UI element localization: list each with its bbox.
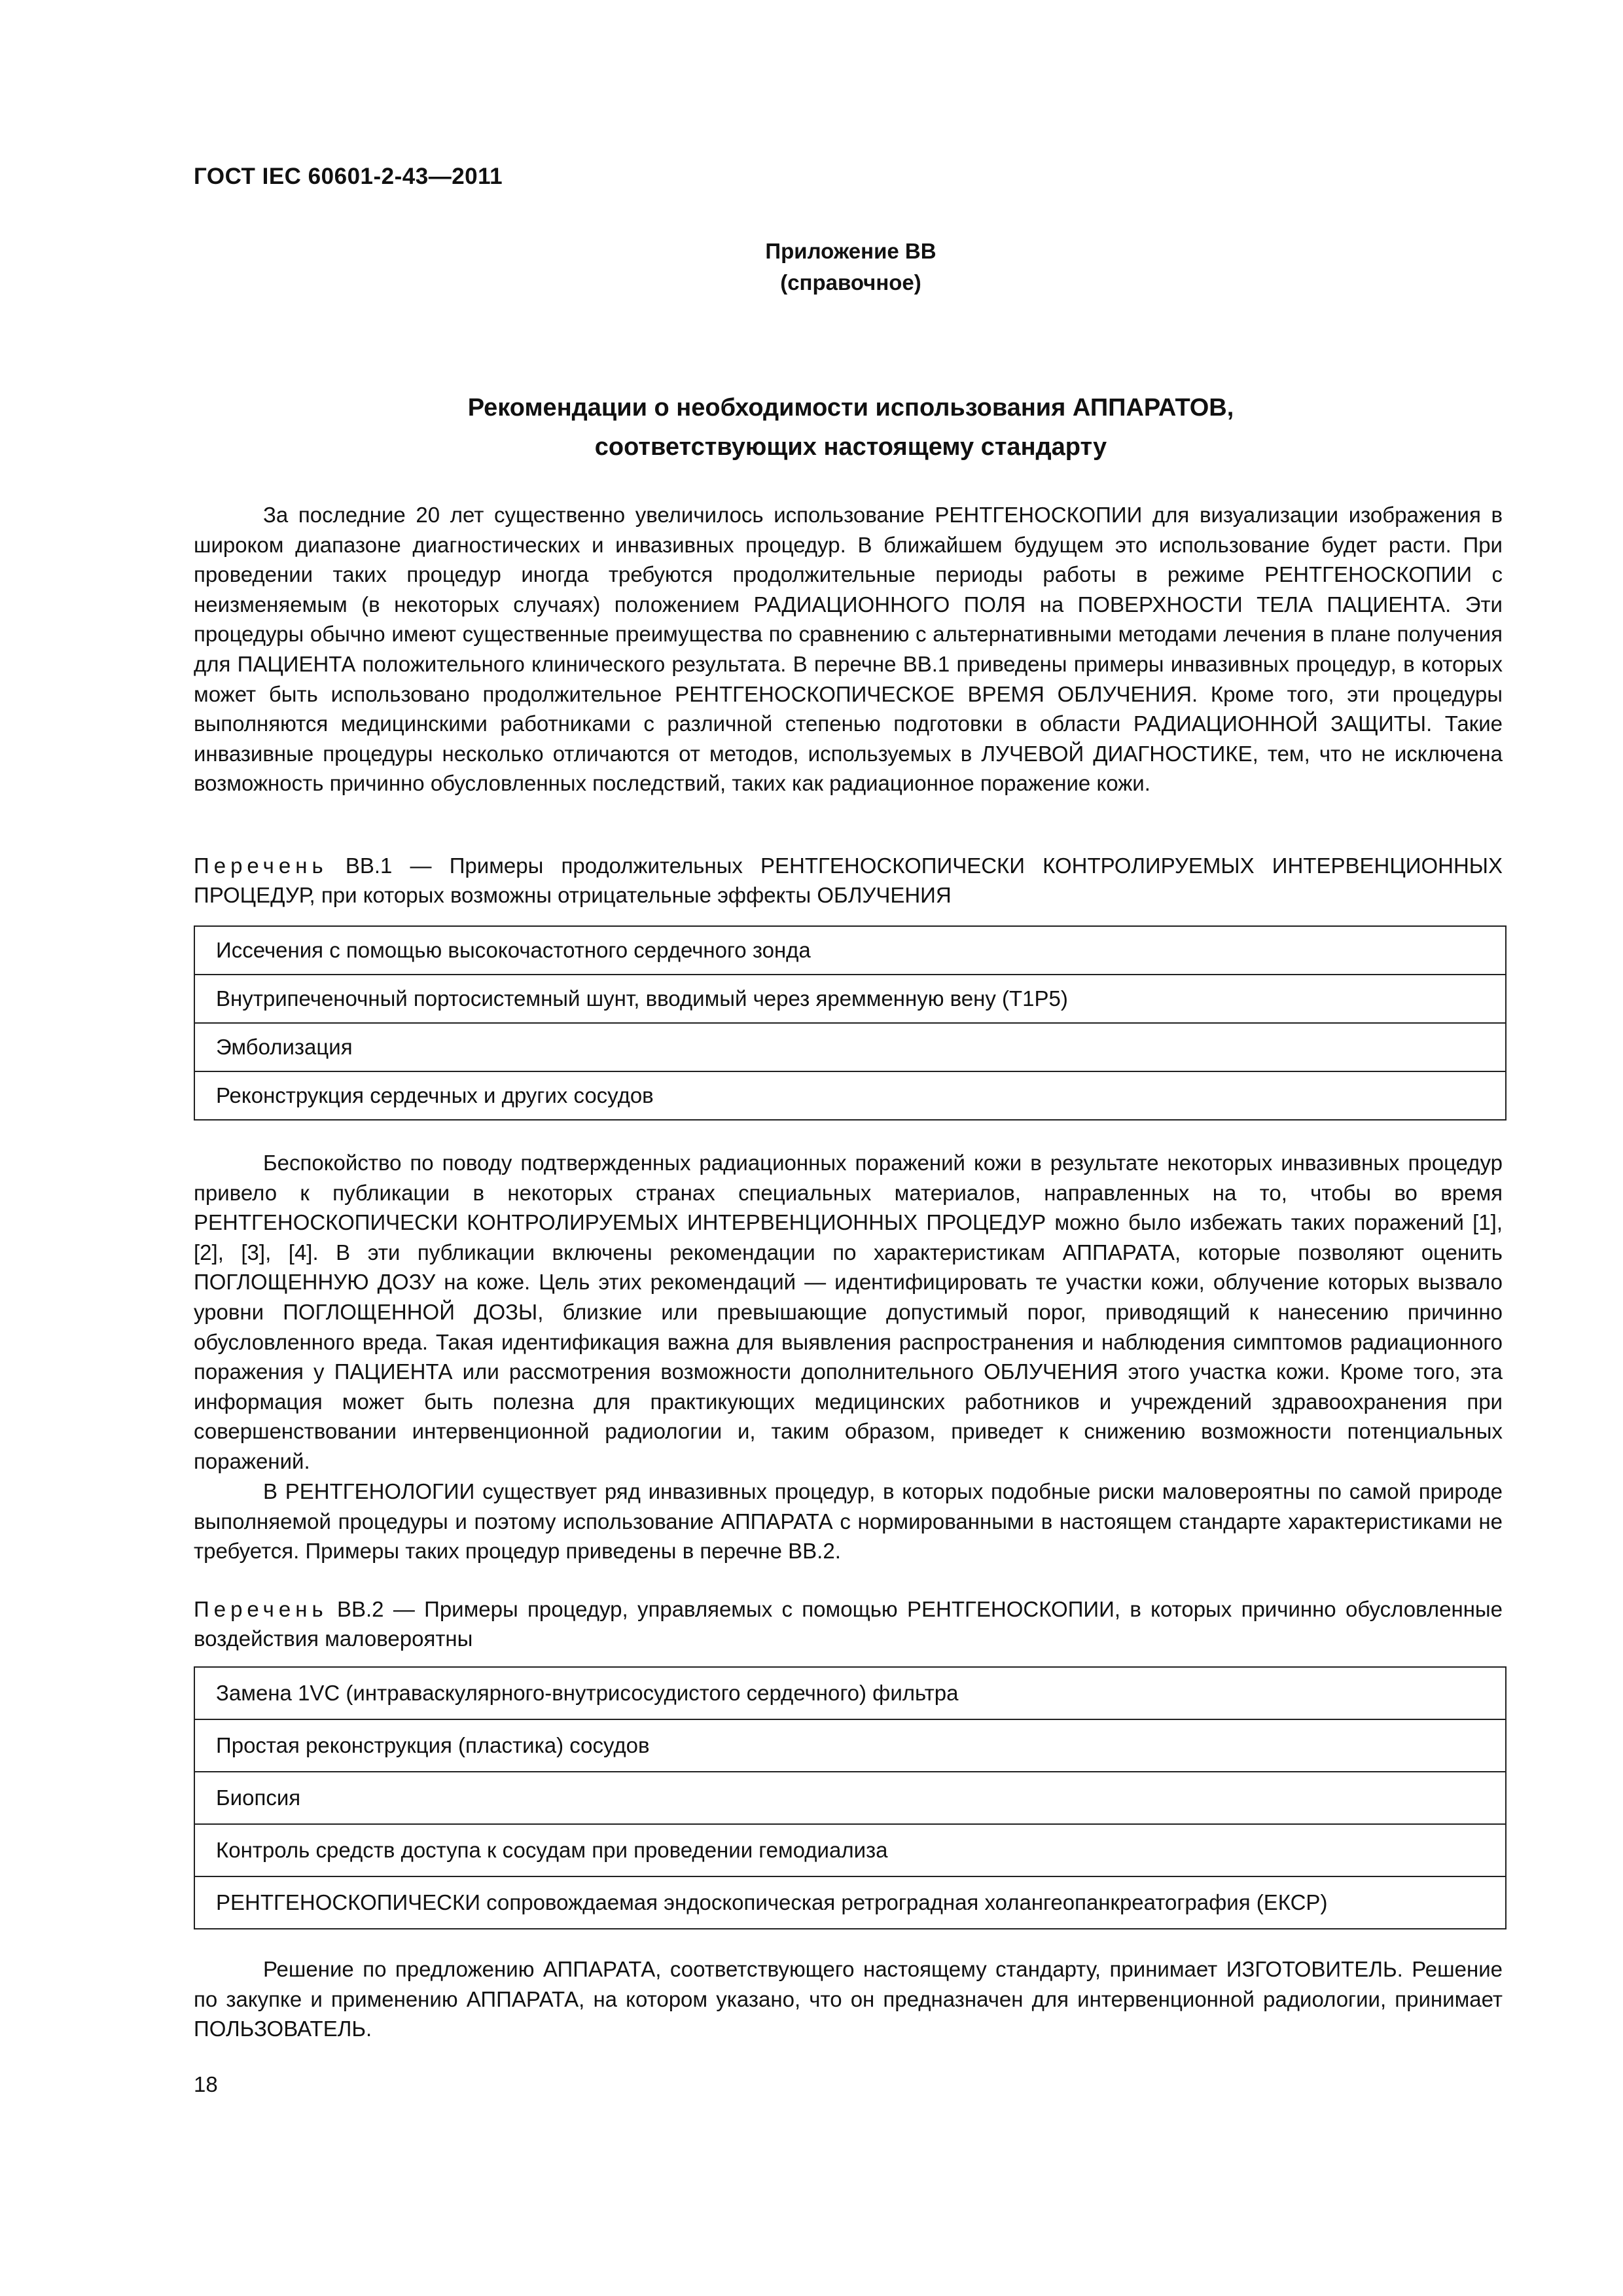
appendix-title: Приложение ВВ — [765, 239, 936, 263]
list-2-item: РЕНТГЕНОСКОПИЧЕСКИ сопровождаемая эндоскопическая ретроградная холангеопанкреатография (ЕКСР) — [194, 1876, 1506, 1929]
table-row — [194, 1667, 1506, 1719]
table-row — [194, 926, 1506, 975]
paragraph-low-risk: В РЕНТГЕНОЛОГИИ существует ряд инвазивных процедур, в которых подобные риски маловероятны по самой природе выполняемой процедуры и поэтому использование АППАРАТА с нормированными в настоящем стандарте характеристиками не требуется. Примеры таких процедур приведены в перечне ВВ.2. — [194, 1479, 1503, 1564]
table-row — [194, 1023, 1506, 1071]
section-title-line-1: Рекомендации о необходимости использования АППАРАТОВ, — [467, 394, 1234, 422]
list-1-item: Реконструкция сердечных и других сосудов — [194, 1071, 1506, 1120]
list-2-caption — [194, 1594, 1503, 1653]
list-2-label: Перечень — [194, 1597, 328, 1621]
table-row — [194, 1071, 1506, 1120]
list-1-table — [194, 925, 1507, 1121]
list-1-caption-text: ВВ.1 — Примеры продолжительных РЕНТГЕНОСКОПИЧЕСКИ КОНТРОЛИРУЕМЫХ ИНТЕРВЕНЦИОННЫХ ПРОЦЕДУР, при которых возможны отрицательные эффекты ОБЛУЧЕНИЯ — [194, 853, 1503, 907]
list-1-item: Эмболизация — [194, 1023, 1506, 1071]
paragraph-concerns: Беспокойство по поводу подтвержденных радиационных поражений кожи в результате некоторых инвазивных процедур привело к публикации в некоторых странах специальных материалов, направленных на то, чтобы во время РЕНТГЕНОСКОПИЧЕСКИ КОНТРОЛИРУЕМЫХ ИНТЕРВЕНЦИОННЫХ ПРОЦЕДУР можно было избежать таких поражений [1], [2], [3], [4]. В эти публикации включены рекомендации по характеристикам АППАРАТА, которые позволяют оценить ПОГЛОЩЕННУЮ ДОЗУ на коже. Цель этих рекомендаций — идентифицировать те участки кожи, облучение которых вызвало уровни ПОГЛОЩЕННОЙ ДОЗЫ, близкие или превышающие допустимый порог, приводящий к нанесению причинно обусловленного вреда. Такая идентификация важна для выявления распространения и наблюдения симптомов радиационного поражения у ПАЦИЕНТА или рассмотрения возможности дополнительного ОБЛУЧЕНИЯ этого участка кожи. Кроме того, эта информация может быть полезна для практикующих медицинских работников и учреждений здравоохранения при совершенствовании интервенционной радиологии и, таким образом, приведет к снижению возможности потенциальных поражений. — [194, 1151, 1503, 1473]
page-number: 18 — [194, 2072, 218, 2096]
section-title-line-2: соответствующих настоящему стандарту — [594, 433, 1107, 461]
table-row — [194, 1719, 1506, 1772]
table-row — [194, 1876, 1506, 1929]
table-row — [194, 1824, 1506, 1876]
list-2-caption-text: ВВ.2 — Примеры процедур, управляемых с помощью РЕНТГЕНОСКОПИИ, в которых причинно обусловленные воздействия маловероятны — [194, 1597, 1503, 1651]
section-title — [196, 388, 1505, 467]
list-1-item: Внутрипеченочный портосистемный шунт, вводимый через яремменную вену (T1P5) — [194, 975, 1506, 1023]
list-1-caption — [194, 851, 1503, 910]
list-1-label: Перечень — [194, 853, 328, 878]
table-row — [194, 975, 1506, 1023]
appendix-subtitle: (справочное) — [780, 270, 921, 295]
paragraph-intro: За последние 20 лет существенно увеличилось использование РЕНТГЕНОСКОПИИ для визуализации изображения в широком диапазоне диагностических и инвазивных процедур. В ближайшем будущем это использование будет расти. При проведении таких процедур иногда требуются продолжительные периоды работы в режиме РЕНТГЕНОСКОПИИ с неизменяемым (в некоторых случаях) положением РАДИАЦИОННОГО ПОЛЯ на ПОВЕРХНОСТИ ТЕЛА ПАЦИЕНТА. Эти процедуры обычно имеют существенные преимущества по сравнению с альтернативными методами лечения в плане получения для ПАЦИЕНТА положительного клинического результата. В перечне ВВ.1 приведены примеры инвазивных процедур, в которых может быть использовано продолжительное РЕНТГЕНОСКОПИЧЕСКОЕ ВРЕМЯ ОБЛУЧЕНИЯ. Кроме того, эти процедуры выполняются медицинскими работниками с различной степенью подготовки в области РАДИАЦИОННОЙ ЗАЩИТЫ. Такие инвазивные процедуры несколько отличаются от методов, используемых в ЛУЧЕВОЙ ДИАГНОСТИКЕ, тем, что не исключена возможность причинно обусловленных последствий, таких как радиационное поражение кожи. — [194, 503, 1503, 796]
list-2-item: Биопсия — [194, 1772, 1506, 1824]
paragraph-decision: Решение по предложению АППАРАТА, соответствующего настоящему стандарту, принимает ИЗГОТОВИТЕЛЬ. Решение по закупке и применению АППАРАТА, на котором указано, что он предназначен для интервенционной радиологии, принимает ПОЛЬЗОВАТЕЛЬ. — [194, 1957, 1503, 2041]
appendix-heading — [654, 236, 1047, 298]
table-row — [194, 1772, 1506, 1824]
document-code: ГОСТ IEC 60601-2-43—2011 — [194, 164, 503, 189]
list-2-table — [194, 1666, 1507, 1929]
list-2-item: Замена 1VC (интраваскулярного-внутрисосудистого сердечного) фильтра — [194, 1667, 1506, 1719]
list-2-item: Простая реконструкция (пластика) сосудов — [194, 1719, 1506, 1772]
list-1-item: Иссечения с помощью высокочастотного сердечного зонда — [194, 926, 1506, 975]
list-2-item: Контроль средств доступа к сосудам при проведении гемодиализа — [194, 1824, 1506, 1876]
